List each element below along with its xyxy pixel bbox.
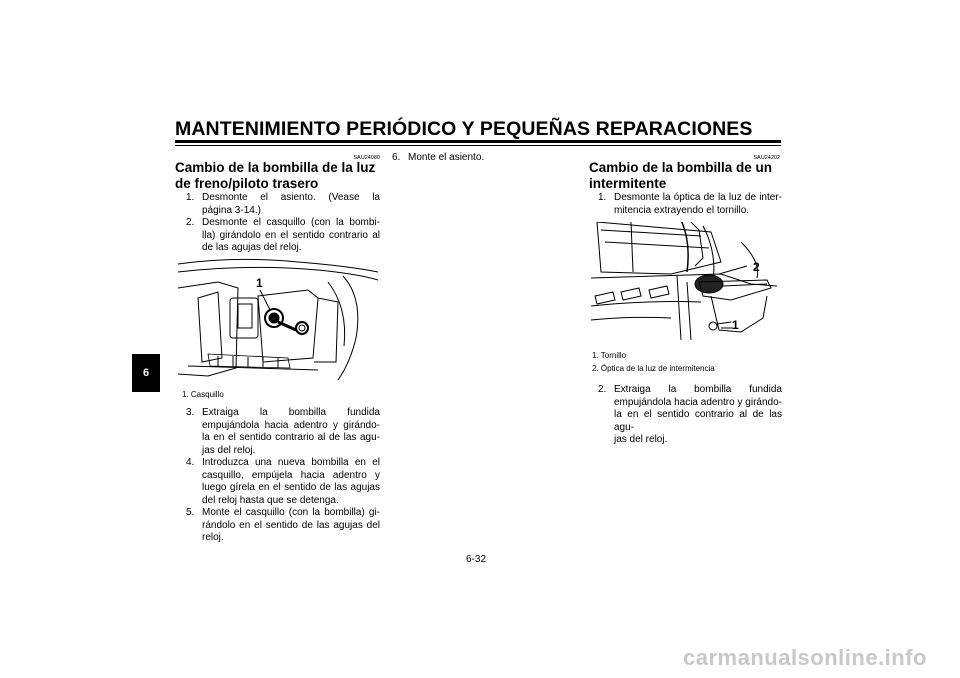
section-title-line: Cambio de la bombilla de un [589,160,773,175]
step-number: 1. [598,192,607,203]
step-item [598,384,782,446]
step-text-line: página 3-14.) [202,204,261,216]
figure-caption: 1. Tornillo [592,351,627,360]
watermark-logo: carmanualsonline.info [683,645,927,670]
tail-light-figure [178,258,378,380]
step-text-line: Desmonte el casquillo (con la bombi- [202,217,380,228]
step-text-line: la en el sentido contrario al de las agu- [202,432,380,444]
section-code: SAU24202 [753,155,780,161]
section-title [589,160,781,192]
step-item [598,192,782,218]
step-text-line: la en el sentido contrario al de las agu- [614,409,782,433]
turn-signal-figure [591,222,781,340]
section-code: SAU24080 [353,155,380,161]
step-text-line: Introduzca una nueva bombilla en el [202,457,380,468]
step-text-line: empujándola hacia adentro y girándo- [614,396,782,408]
section-title-line: intermitente [589,176,667,191]
step-text-line: del reloj hasta que se detenga. [202,494,339,506]
step-text-line: de las agujas del reloj. [202,242,302,254]
step-text-line: jas del reloj. [202,444,256,456]
step-text-line: jas del reloj. [614,434,668,446]
header-rule [175,140,781,143]
figure-caption: 1. Casquillo [182,390,224,399]
step-text-line: reloj. [202,532,224,544]
page-title: MANTENIMIENTO PERIÓDICO Y PEQUEÑAS REPARACIONES [175,118,753,140]
step-text-line: Extraiga la bombilla fundida [202,407,380,418]
chapter-tab: 6 [132,354,160,392]
step-text-line: Desmonte el asiento. (Vease la [202,192,380,203]
step-item [392,152,572,166]
step-text-line: lla) girándolo en el sentido contrario al [202,229,380,241]
section-title [175,160,385,192]
step-text-line: empujándola hacia adentro y girándo- [202,419,380,431]
step-item [186,457,380,509]
figure-callout: 1 [732,318,739,332]
step-text-line: Monte el asiento. [408,152,485,163]
step-text-line: Desmonte la óptica de la luz de inter- [614,192,782,203]
page-number: 6-32 [466,554,487,565]
step-number: 5. [186,507,195,518]
step-text-line: luego gírela en el sentido de las agujas [202,482,380,494]
header-rule-thin [175,145,781,146]
tail-light-illustration [178,258,378,380]
step-text-line: rándolo en el sentido de las agujas del [202,519,380,531]
step-item [186,407,380,459]
step-number: 6. [392,152,401,163]
step-number: 2. [598,384,607,395]
step-number: 3. [186,407,195,418]
figure-caption: 2. Óptica de la luz de intermitencia [592,364,715,373]
step-text-line: mitencia extrayendo el tornillo. [614,204,750,216]
step-text-line: Extraiga la bombilla fundida [614,384,782,395]
section-title-line: de freno/piloto trasero [175,176,319,191]
step-item [186,217,380,257]
step-item [186,192,380,218]
turn-signal-illustration [591,222,781,340]
step-item [186,507,380,547]
step-number: 4. [186,457,195,468]
section-title-line: Cambio de la bombilla de la luz [175,160,376,175]
step-number: 2. [186,217,195,228]
step-text-line: casquillo, empújela hacia adentro y [202,469,380,481]
figure-callout: 2 [753,260,760,274]
step-number: 1. [186,192,195,203]
figure-callout: 1 [256,276,263,290]
step-text-line: Monte el casquillo (con la bombilla) gi- [202,507,380,518]
